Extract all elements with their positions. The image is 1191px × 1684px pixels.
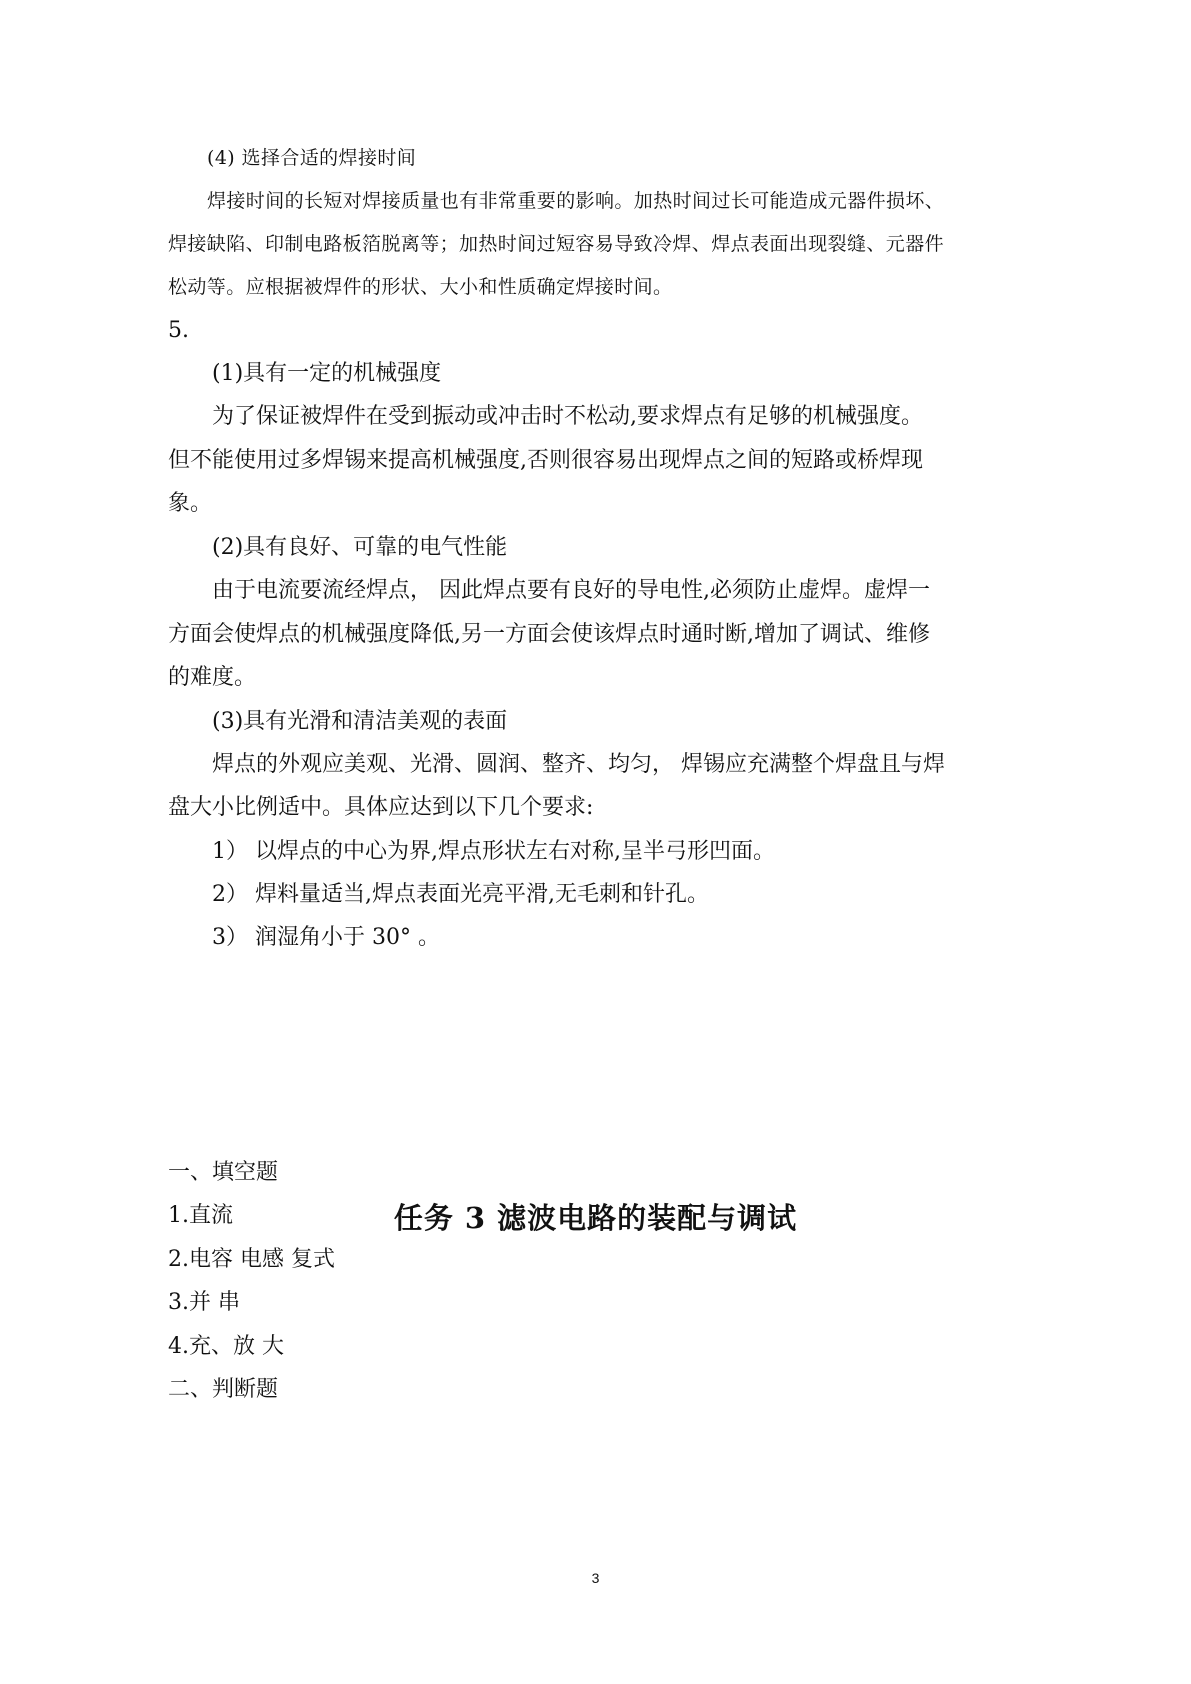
requirement-item: 1） 以焊点的中心为界,焊点形状左右对称,呈半弓形凹面。 xyxy=(212,839,775,864)
paragraph-line: 盘大小比例适中。具体应达到以下几个要求: xyxy=(168,795,594,820)
task-title: 任务 3 滤波电路的装配与调试 xyxy=(393,1201,798,1235)
page-number: 3 xyxy=(591,1570,600,1586)
fill-blank-heading: 一、填空题 xyxy=(168,1160,279,1185)
paragraph-line: 焊接缺陷、印制电路板箔脱离等；加热时间过短容易导致冷焊、焊点表面出现裂缝、元器件 xyxy=(168,233,945,255)
answer-item: 3.并 串 xyxy=(168,1290,240,1315)
paragraph-line: 焊点的外观应美观、光滑、圆润、整齐、均匀， 焊锡应充满整个焊盘且与焊 xyxy=(212,752,945,777)
requirement-item: 3） 润湿角小于 30° 。 xyxy=(212,925,440,950)
sub-heading-3: (3)具有光滑和清洁美观的表面 xyxy=(212,709,508,734)
paragraph-line: 方面会使焊点的机械强度降低,另一方面会使该焊点时通时断,增加了调试、维修 xyxy=(168,622,930,647)
paragraph-line: 焊接时间的长短对焊接质量也有非常重要的影响。加热时间过长可能造成元器件损坏、 xyxy=(207,190,945,212)
requirement-item: 2） 焊料量适当,焊点表面光亮平滑,无毛刺和针孔。 xyxy=(212,882,709,907)
paragraph-line: 象。 xyxy=(168,491,213,516)
paragraph-line: 松动等。应根据被焊件的形状、大小和性质确定焊接时间。 xyxy=(168,276,673,298)
answer-item: 4.充、放 大 xyxy=(168,1334,284,1359)
paragraph-line: 由于电流要流经焊点， 因此焊点要有良好的导电性,必须防止虚焊。虚焊一 xyxy=(212,578,930,603)
sub-heading-1: (1)具有一定的机械强度 xyxy=(212,361,442,386)
heading-4: (4) 选择合适的焊接时间 xyxy=(207,147,417,169)
judge-heading: 二、判断题 xyxy=(168,1377,279,1402)
sub-heading-2: (2)具有良好、可靠的电气性能 xyxy=(212,535,508,560)
paragraph-line: 的难度。 xyxy=(168,665,257,690)
answer-item: 1.直流 xyxy=(168,1203,233,1228)
paragraph-line: 为了保证被焊件在受到振动或冲击时不松动,要求焊点有足够的机械强度。 xyxy=(212,404,923,429)
answer-item: 2.电容 电感 复式 xyxy=(168,1247,335,1272)
item-number: 5. xyxy=(168,318,189,343)
paragraph-line: 但不能使用过多焊锡来提高机械强度,否则很容易出现焊点之间的短路或桥焊现 xyxy=(168,448,923,473)
